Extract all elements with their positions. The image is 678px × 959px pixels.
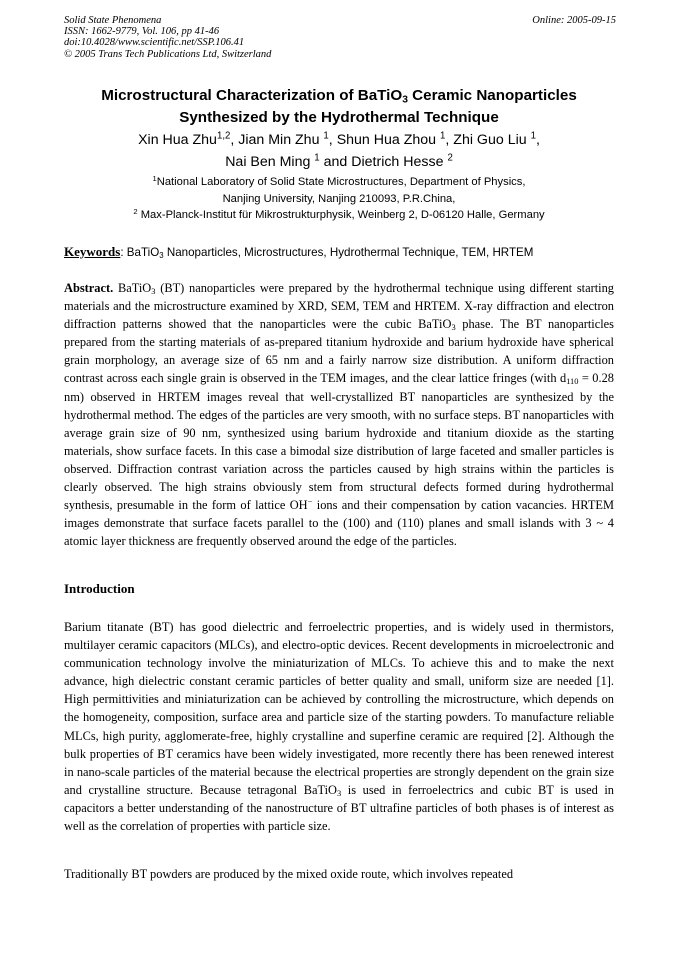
title-line-1: Microstructural Characterization of BaTiO$_3$ Ceramic Nanoparticles (101, 87, 577, 106)
journal-header (64, 15, 616, 60)
abstract: Abstract. BaTiO$_3$ (BT) nanoparticles were prepared by the hydrothermal technique using different starting materials and the microstructure examined by XRD, SEM, TEM and HRTEM. X-ray diffraction and electron diffraction patterns showed that the nanoparticles were the cubic BaTiO$_3$ phase. The BT nanoparticles prepared from the starting materials of as-prepared titanium hydroxide and barium hydroxide have spherical grain morphology, an average size of 65 nm and a fairly narrow size distribution. A uniform diffraction contrast across each single grain is observed in the TEM images, and the clear lattice fringes (with $d_{110} = 0.28$ nm) observed in HRTEM images reveal that well-crystallized BT nanoparticles are synthesized by the hydrothermal method. The edges of the particles are very smooth, with no surface steps. BT nanoparticles with average grain size of 90 nm, synthesized using barium hydroxide and titanium dioxide as the starting materials, show surface facets. In this case a bimodal size distribution of large faceted and smaller particles is observed. Diffraction contrast variation across the particles caused by high strains within the particles is clearly observed. The high strains obviously stem from structural defects formed during hydrothermal synthesis, presumable in the form of lattice OH− ions and their compensation by cation vacancies. HRTEM images demonstrate that surface facets parallel to the (100) and (110) planes and small islands with 3 ~ 4 atomic layer thickness are frequently observed around the edge of the particles. (64, 281, 615, 549)
affiliation-2: $^2$ Max-Planck-Institut für Mikrostrukturphysik, Weinberg 2, D-06120 Halle, Germany (133, 206, 545, 221)
author-line-1: Xin Hua Zhu$^{1,2}$, Jian Min Zhu $^1$, Shun Hua Zhou $^1$, Zhi Guo Liu $^1$, (138, 130, 540, 148)
author: Xin Hua Zhu (138, 132, 217, 148)
keywords: Keywords: BaTiO$_3$ Nanoparticles, Microstructures, Hydrothermal Technique, TEM, HRTEM (64, 244, 534, 260)
author: Jian Min Zhu (238, 132, 324, 148)
keywords-label: Keywords (64, 244, 121, 259)
section-heading-introduction: Introduction (64, 581, 135, 596)
paper-title (40, 85, 638, 129)
introduction-paragraph-1: Barium titanate (BT) has good dielectric and ferroelectric properties, and is widely used in thermistors, multilayer ceramic capacitors (MLCs), and electro-optic devices. Recent developments in microelectronic and communication technology involve the miniaturization of MLCs. To achieve this and to make the next advance, high dielectric constant ceramic particles of better quality and small, uniform size are needed [1]. High permittivities and miniaturization can be achieved by controlling the microstructure, which depends on the homogeneity, composition, surface area and particle size of the starting powders. To manufacture reliable MLCs, high purity, agglomerate-free, highly crystalline and superfine ceramic are required [2]. Although the bulk properties of BT ceramics have been widely investigated, more recently there has been renewed interest in nano-scale particles of the material because the electrical properties are strongly dependent on the grain size and crystalline structure. Because tetragonal BaTiO$_3$ is used in ferroelectrics and cubic BT is used in capacitors a better understanding of the nanostructure of BT ultrafine particles of both phases is of interest as well as the correlation of properties with particle size. (64, 620, 614, 834)
copyright-line: © 2005 Trans Tech Publications Ltd, Switzerland (64, 48, 272, 60)
online-date: Online: 2005-09-15 (532, 15, 616, 26)
journal-name: Solid State Phenomena (64, 15, 162, 26)
issn-line: ISSN: 1662-9779, Vol. 106, pp 41-46 (64, 26, 220, 38)
author: Nai Ben Ming (225, 153, 315, 170)
title-line-2: Synthesized by the Hydrothermal Technique (179, 109, 499, 126)
affiliations (40, 174, 638, 224)
author-line-2: Nai Ben Ming $^1$ and Dietrich Hesse $^2$ (225, 152, 453, 170)
doi-line: doi:10.4028/www.scientific.net/SSP.106.41 (64, 37, 245, 49)
abstract-label: Abstract. (64, 281, 114, 295)
author-list (40, 130, 638, 173)
author: Shun Hua Zhou (336, 132, 441, 148)
affiliation-1: $^1$National Laboratory of Solid State Microstructures, Department of Physics, (152, 173, 526, 188)
author: Dietrich Hesse (351, 153, 448, 170)
introduction-paragraph-2: Traditionally BT powders are produced by the mixed oxide route, which involves repeated (64, 867, 514, 881)
affiliation-1-cont: Nanjing University, Nanjing 210093, P.R.China, (222, 192, 456, 205)
author: Zhi Guo Liu (453, 132, 531, 148)
